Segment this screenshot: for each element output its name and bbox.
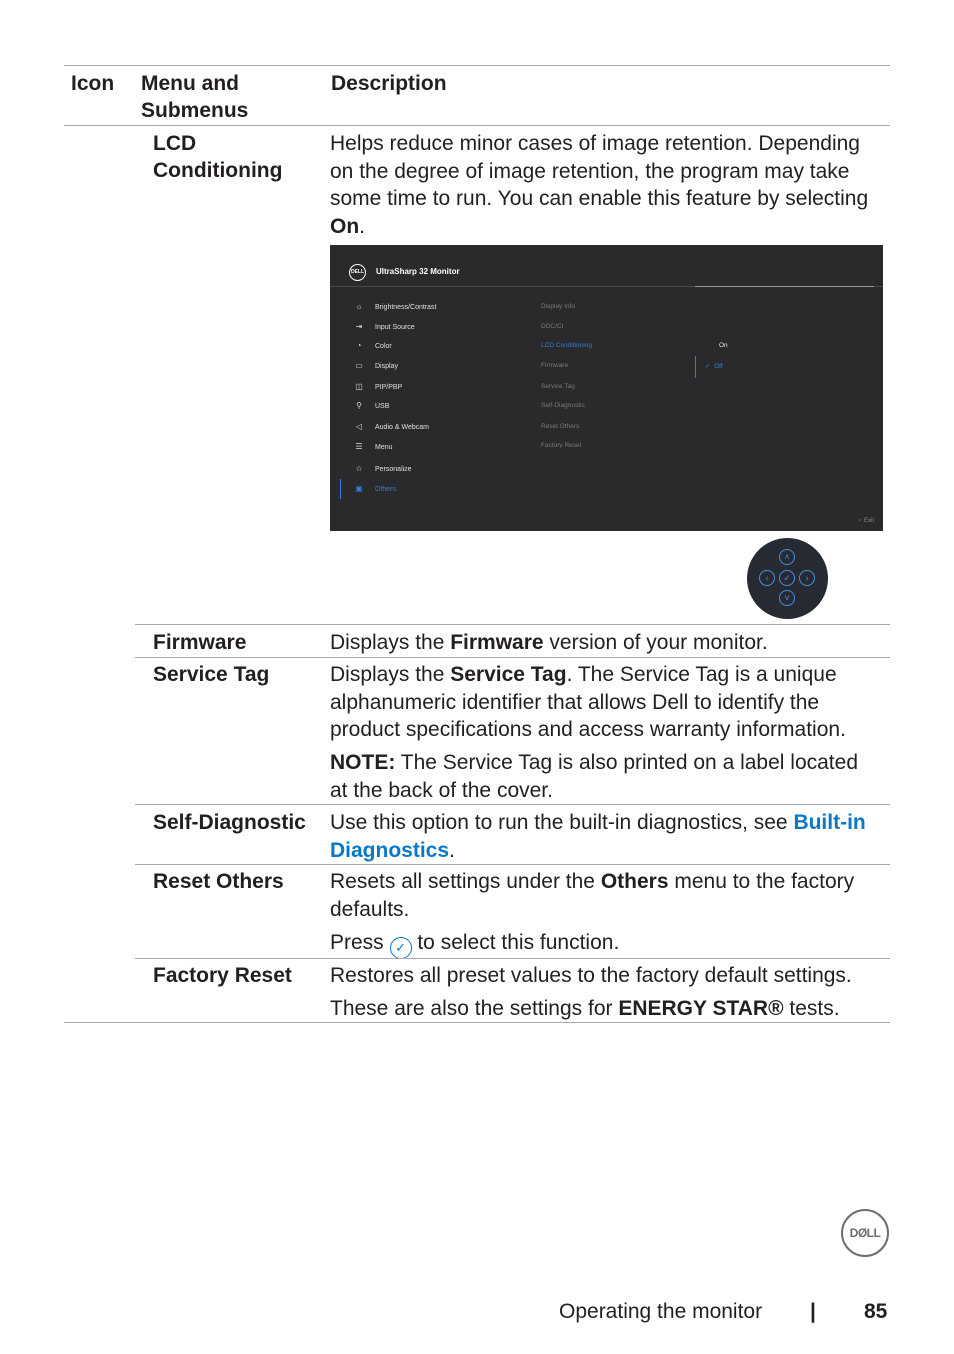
osd-menu-brightness[interactable]: ☼ Brightness/Contrast: [352, 302, 436, 314]
usb-icon: ⚲: [356, 401, 362, 410]
row-rule-service-tag: [135, 657, 890, 658]
menu-icon: ☰: [355, 442, 363, 451]
osd-menu-usb[interactable]: ⚲ USB: [352, 401, 389, 413]
self-diagnostic-desc-line1: Use this option to run the built-in diagnostics, see Built-in: [330, 811, 866, 834]
table-top-rule: [64, 65, 890, 66]
osd-menu-audio-webcam[interactable]: ◁ Audio & Webcam: [352, 422, 429, 434]
header-menu-line2: Submenus: [141, 99, 249, 122]
input-source-icon: ⇥: [355, 322, 363, 331]
built-in-diagnostics-link-2[interactable]: Diagnostics: [330, 838, 450, 862]
osd-option-on[interactable]: On: [719, 342, 728, 349]
row-rule-self-diagnostic: [135, 804, 890, 805]
lcd-conditioning-name-1: LCD: [153, 132, 197, 155]
header-menu-line1: Menu and: [141, 72, 239, 95]
built-in-diagnostics-link-1[interactable]: Built-in: [793, 811, 866, 834]
color-icon: ◔: [356, 341, 362, 350]
firmware-desc: Displays the Firmware version of your monitor.: [330, 631, 768, 654]
personalize-icon: ☆: [355, 464, 363, 473]
osd-menu-selection-bar: [340, 479, 341, 499]
chevron-left-icon: ‹: [858, 518, 861, 524]
factory-reset-name: Factory Reset: [153, 964, 292, 987]
reset-others-desc-line2: defaults.: [330, 897, 410, 921]
joystick-icon: [747, 538, 828, 619]
reset-others-name: Reset Others: [153, 870, 284, 893]
osd-option-selection-bar: [695, 356, 696, 378]
row-rule-factory-reset: [135, 958, 890, 959]
osd-sub-reset-others[interactable]: Reset Others: [541, 423, 580, 430]
factory-reset-desc-line1: Restores all preset values to the factory default settings.: [330, 964, 852, 987]
header-description: Description: [331, 72, 447, 95]
osd-menu-personalize[interactable]: ☆ Personalize: [352, 464, 412, 476]
factory-reset-desc-line2: These are also the settings for ENERGY STAR® tests.: [330, 997, 840, 1020]
osd-title: UltraSharp 32 Monitor: [376, 267, 460, 276]
service-tag-desc-line1: Displays the Service Tag. The Service Tag is a unique: [330, 663, 837, 686]
brightness-icon: ☼: [355, 302, 363, 311]
service-tag-desc-line2: alphanumeric identifier that allows Dell to identify the: [330, 690, 820, 714]
lcd-conditioning-name-2: Conditioning: [153, 159, 283, 182]
service-tag-desc-line3: product specifications and access warranty information.: [330, 718, 846, 741]
self-diagnostic-name: Self-Diagnostic: [153, 811, 306, 834]
service-tag-name: Service Tag: [153, 663, 270, 686]
self-diagnostic-desc-line2: Diagnostics.: [330, 838, 455, 862]
others-icon: ▣: [355, 484, 363, 493]
header-rule: [64, 125, 890, 126]
osd-menu-display[interactable]: ▭ Display: [352, 361, 398, 373]
display-icon: ▭: [355, 361, 363, 370]
firmware-name: Firmware: [153, 631, 247, 654]
table-bottom-rule: [64, 1022, 890, 1023]
joystick-left-icon: ‹: [759, 570, 775, 586]
footer-section: Operating the monitor: [559, 1300, 763, 1323]
joystick-down-icon: ˅: [779, 590, 795, 606]
osd-sub-ddc-ci[interactable]: DDC/CI: [541, 323, 564, 330]
osd-sub-lcd-conditioning[interactable]: LCD Conditioning: [541, 342, 592, 349]
check-icon: ✓: [705, 363, 711, 370]
row-rule-reset-others: [135, 864, 890, 865]
audio-webcam-icon: ◁: [355, 422, 363, 431]
check-circle-icon: ✓: [390, 937, 412, 959]
osd-sub-display-info[interactable]: Display Info: [541, 303, 575, 310]
page-number: 85: [864, 1300, 888, 1323]
lcd-desc-line4: [330, 213, 365, 241]
lcd-desc-line1: Helps reduce minor cases of image retention. Depending: [330, 132, 860, 155]
osd-menu-input-source[interactable]: ⇥ Input Source: [352, 322, 415, 334]
dell-logo-icon: DØLL: [841, 1209, 889, 1257]
footer-separator: |: [810, 1300, 816, 1323]
osd-exit[interactable]: ‹ Exit: [858, 518, 874, 524]
reset-others-press-line: Press ✓ to select this function.: [330, 929, 619, 959]
header-icon: Icon: [71, 72, 115, 95]
osd-sub-factory-reset[interactable]: Factory Reset: [541, 442, 582, 449]
osd-menu-pip-pbp[interactable]: ◫ PIP/PBP: [352, 382, 402, 394]
lcd-desc-end: .: [359, 214, 366, 238]
osd-option-off[interactable]: ✓ Off: [705, 363, 723, 370]
joystick-right-icon: ›: [799, 570, 815, 586]
pip-pbp-icon: ◫: [355, 382, 363, 391]
osd-menu-menu[interactable]: ☰ Menu: [352, 442, 393, 454]
joystick-up-icon: ˄: [779, 549, 795, 565]
osd-menu-others[interactable]: ▣ Others: [352, 484, 396, 496]
lcd-desc-line2: on the degree of image retention, the program may take: [330, 159, 850, 183]
osd-screenshot: [330, 245, 883, 531]
service-tag-note-line2: at the back of the cover.: [330, 778, 553, 802]
service-tag-note-line1: NOTE: The Service Tag is also printed on a label located: [330, 751, 859, 774]
reset-others-desc-line1: Resets all settings under the Others menu to the factory: [330, 870, 855, 893]
dell-logo-icon: DELL: [349, 264, 366, 281]
lcd-desc-line3: some time to run. You can enable this feature by selecting: [330, 187, 869, 210]
osd-sub-firmware[interactable]: Firmware: [541, 362, 569, 369]
osd-menu-color[interactable]: ◔ Color: [352, 341, 392, 353]
osd-sub-self-diagnostic[interactable]: Self-Diagnostic: [541, 402, 585, 409]
osd-sub-service-tag[interactable]: Service Tag: [541, 383, 575, 390]
joystick-check-icon: ✓: [779, 570, 795, 586]
row-rule-firmware: [135, 624, 890, 625]
lcd-desc-bold: On: [330, 214, 360, 238]
osd-option-divider: [695, 286, 874, 287]
